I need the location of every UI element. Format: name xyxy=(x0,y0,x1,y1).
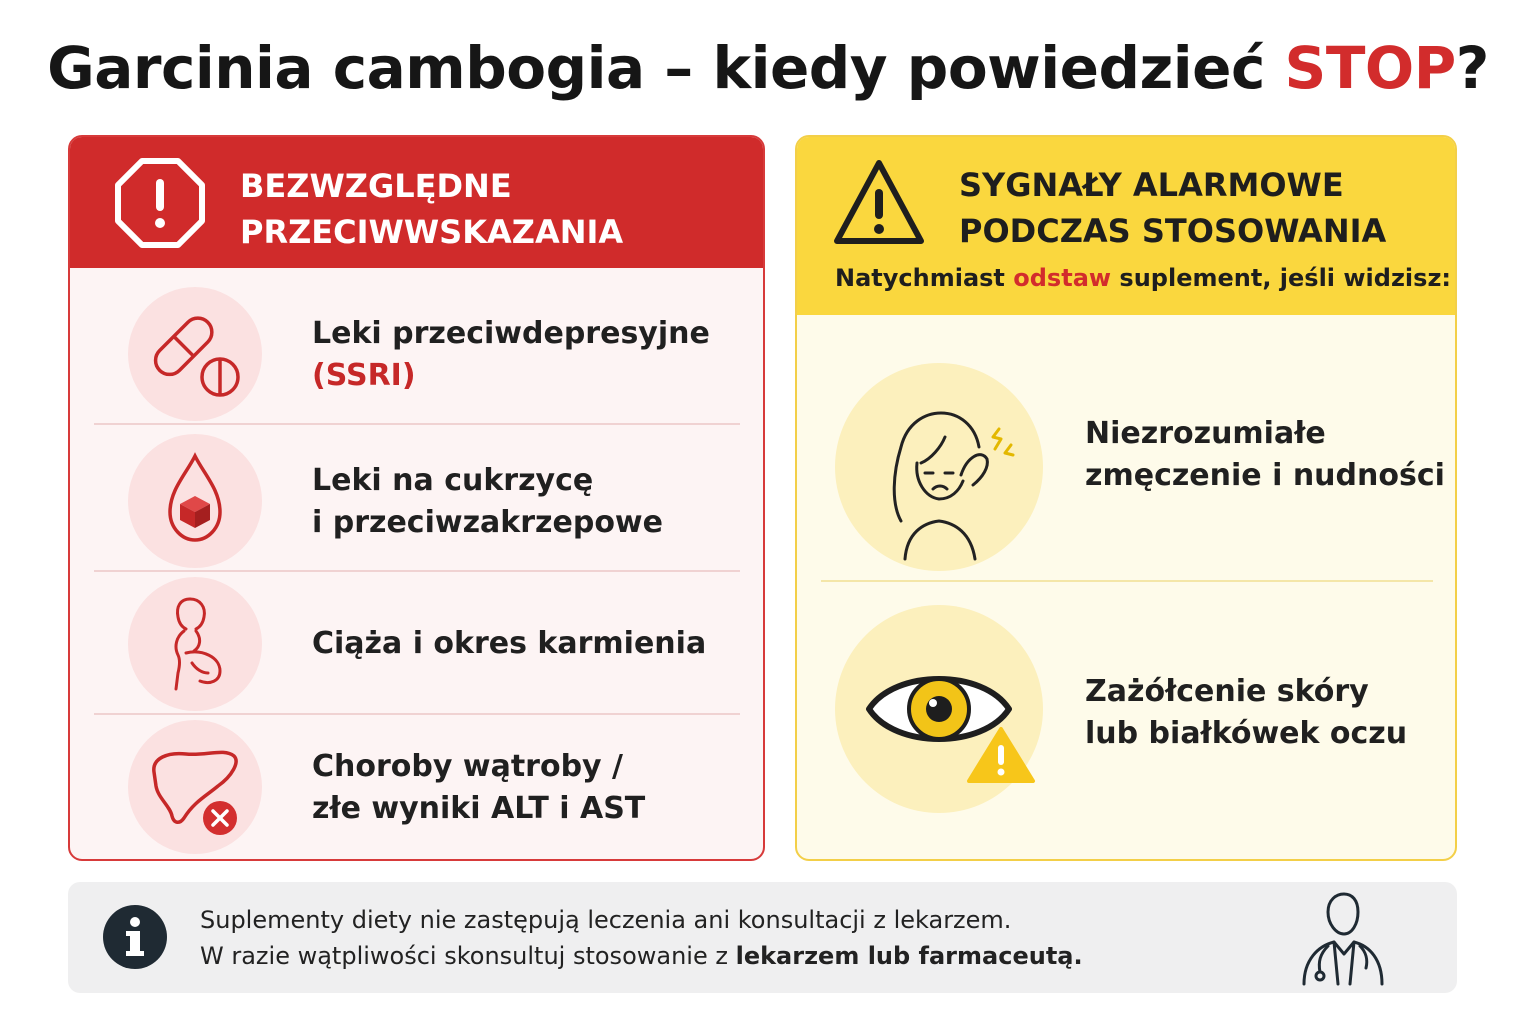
divider xyxy=(94,713,740,715)
contraindications-title-line2: PRZECIWWSKAZANIA xyxy=(240,213,624,251)
subtitle-before: Natychmiast xyxy=(835,264,1014,292)
footer-line2-bold: lekarzem lub farmaceutą. xyxy=(735,942,1083,970)
item-text xyxy=(312,623,706,665)
doctor-icon xyxy=(1294,888,1390,986)
item-line1: Ciąża i okres karmienia xyxy=(312,626,707,661)
pill-icon xyxy=(128,287,262,421)
title-question-mark: ? xyxy=(1455,34,1489,102)
warnings-subtitle xyxy=(835,264,1451,292)
divider xyxy=(94,423,740,425)
item-text xyxy=(1085,413,1445,497)
title-stop-word: STOP xyxy=(1284,34,1456,102)
footer-line2-text: W razie wątpliwości skonsultuj stosowanie z xyxy=(200,942,736,970)
contraindications-header xyxy=(70,137,763,268)
item-line2: lub białkówek oczu xyxy=(1085,716,1408,751)
warnings-panel xyxy=(795,135,1457,861)
liver-x-icon xyxy=(128,720,262,854)
title-text: Garcinia cambogia – kiedy powiedzieć xyxy=(47,34,1285,102)
footer-line2 xyxy=(200,942,1083,970)
item-text xyxy=(312,460,663,544)
subtitle-after: suplement, jeśli widzisz: xyxy=(1111,264,1452,292)
warnings-title-line1: SYGNAŁY ALARMOWE xyxy=(959,166,1344,204)
pregnant-woman-icon xyxy=(128,577,262,711)
warnings-title xyxy=(959,162,1386,254)
footer-note xyxy=(68,882,1457,993)
blood-drop-cube-icon xyxy=(128,434,262,568)
octagon-exclamation-icon xyxy=(114,157,206,249)
item-line1: Leki przeciwdepresyjne xyxy=(312,316,710,351)
item-text xyxy=(312,313,710,397)
contraindications-title-line1: BEZWZGLĘDNE xyxy=(240,167,512,205)
item-line2: (SSRI) xyxy=(312,358,416,393)
divider xyxy=(94,570,740,572)
warning-triangle-icon xyxy=(831,157,927,249)
item-line2: zmęczenie i nudności xyxy=(1085,458,1445,493)
page-title xyxy=(0,34,1536,102)
footer-line1: Suplementy diety nie zastępują leczenia ani konsultacji z lekarzem. xyxy=(200,906,1012,934)
warnings-header xyxy=(797,137,1455,315)
item-line2: złe wyniki ALT i AST xyxy=(312,791,646,826)
subtitle-highlight: odstaw xyxy=(1013,264,1112,292)
yellow-eye-icon xyxy=(835,605,1043,813)
item-line1: Zażółcenie skóry xyxy=(1085,674,1369,709)
item-text xyxy=(312,746,645,830)
item-line2: i przeciwzakrzepowe xyxy=(312,505,663,540)
contraindications-panel xyxy=(68,135,765,861)
item-line1: Choroby wątroby / xyxy=(312,749,624,784)
item-line1: Niezrozumiałe xyxy=(1085,416,1326,451)
info-icon xyxy=(102,904,168,970)
warnings-title-line2: PODCZAS STOSOWANIA xyxy=(959,212,1387,250)
divider xyxy=(821,580,1433,582)
item-line1: Leki na cukrzycę xyxy=(312,463,594,498)
tired-woman-icon xyxy=(835,363,1043,571)
contraindications-title xyxy=(240,163,623,255)
item-text xyxy=(1085,671,1407,755)
